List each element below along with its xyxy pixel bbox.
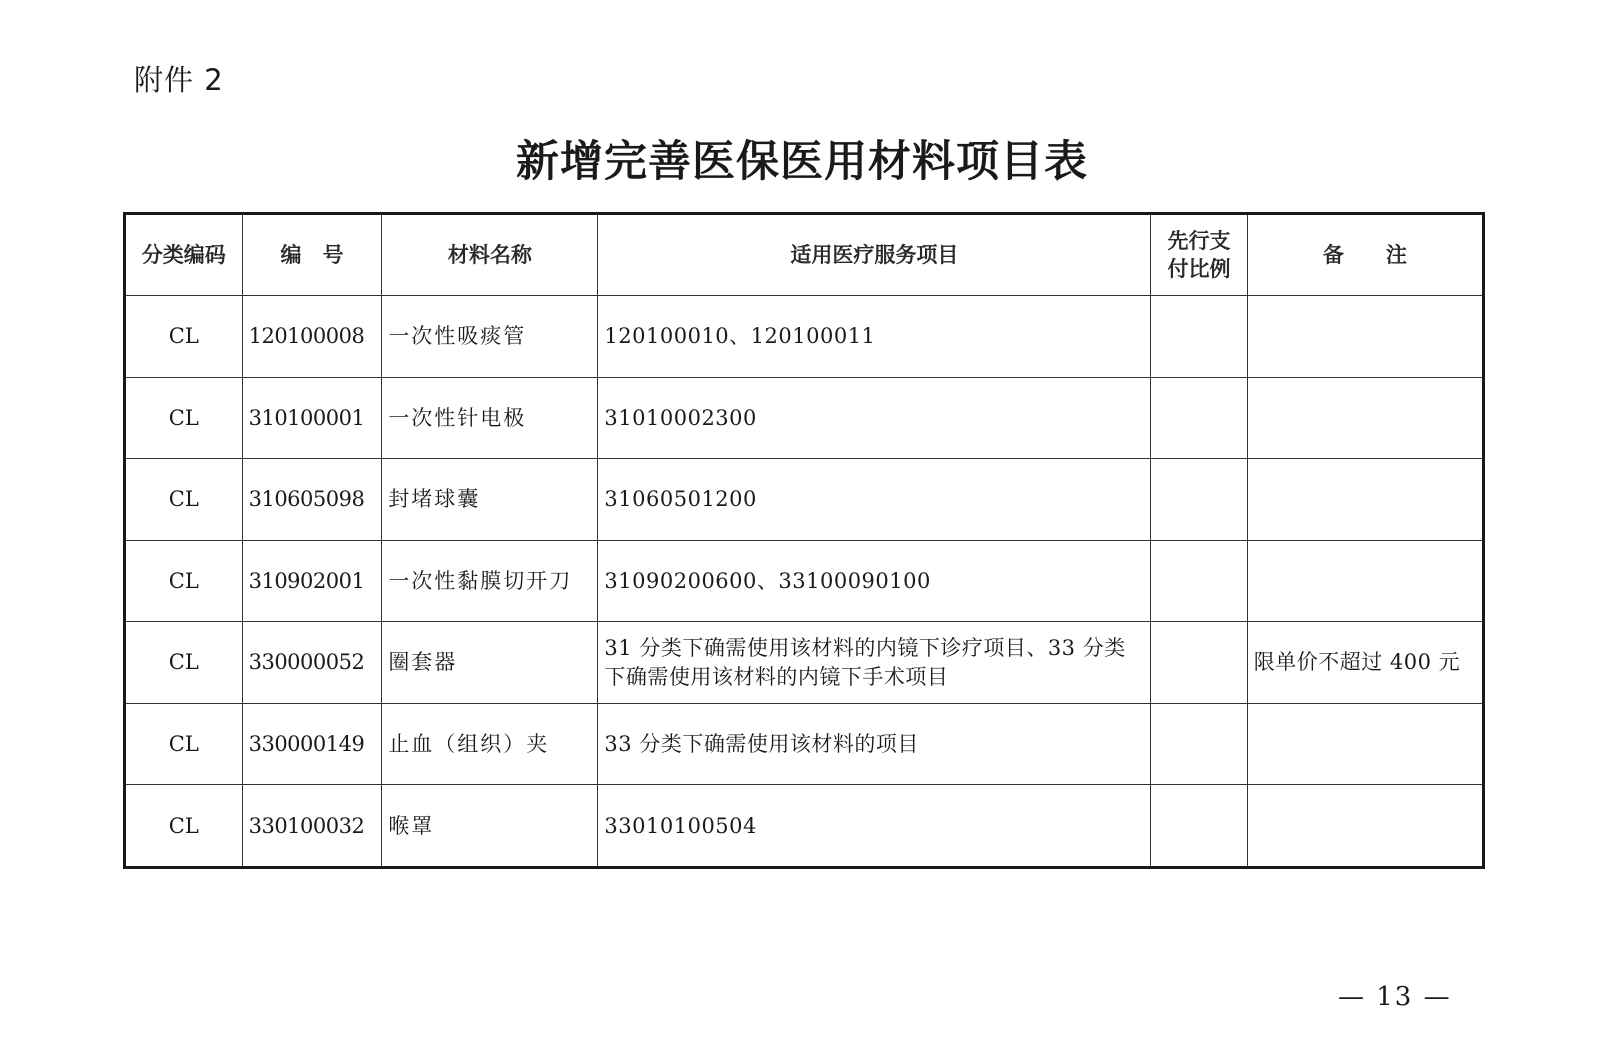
cell-service-items: 120100010、120100011 (598, 296, 1151, 378)
cell-service-items: 31 分类下确需使用该材料的内镜下诊疗项目、33 分类下确需使用该材料的内镜下手术项目 (598, 622, 1151, 704)
cell-number: 310605098 (242, 459, 382, 541)
table-row (125, 377, 1484, 459)
cell-category-code: CL (125, 703, 243, 785)
column-header-material-name: 材料名称 (382, 214, 598, 296)
cell-prepay-ratio (1151, 296, 1247, 378)
materials-table (123, 212, 1485, 869)
cell-remarks (1247, 459, 1483, 541)
cell-category-code: CL (125, 540, 243, 622)
cell-category-code: CL (125, 377, 243, 459)
cell-material-name: 一次性针电极 (382, 377, 598, 459)
cell-remarks: 限单价不超过 400 元 (1247, 622, 1483, 704)
cell-category-code: CL (125, 296, 243, 378)
cell-number: 330100032 (242, 785, 382, 868)
cell-service-items: 31090200600、33100090100 (598, 540, 1151, 622)
page-number: — 13 — (1338, 982, 1452, 1012)
attachment-label: 附件 2 (134, 63, 224, 97)
cell-service-items: 31060501200 (598, 459, 1151, 541)
cell-service-items: 33 分类下确需使用该材料的项目 (598, 703, 1151, 785)
cell-remarks (1247, 377, 1483, 459)
cell-prepay-ratio (1151, 703, 1247, 785)
cell-prepay-ratio (1151, 459, 1247, 541)
cell-remarks (1247, 785, 1483, 868)
table-row (125, 785, 1484, 868)
cell-category-code: CL (125, 785, 243, 868)
cell-remarks (1247, 540, 1483, 622)
column-header-number: 编 号 (242, 214, 382, 296)
cell-material-name: 一次性黏膜切开刀 (382, 540, 598, 622)
column-header-category-code: 分类编码 (125, 214, 243, 296)
table-row (125, 540, 1484, 622)
cell-category-code: CL (125, 459, 243, 541)
cell-prepay-ratio (1151, 377, 1247, 459)
column-header-prepay-ratio: 先行支付比例 (1151, 214, 1247, 296)
cell-prepay-ratio (1151, 622, 1247, 704)
cell-prepay-ratio (1151, 785, 1247, 868)
cell-material-name: 一次性吸痰管 (382, 296, 598, 378)
cell-prepay-ratio (1151, 540, 1247, 622)
table-row (125, 459, 1484, 541)
cell-number: 310100001 (242, 377, 382, 459)
column-header-service-items: 适用医疗服务项目 (598, 214, 1151, 296)
cell-remarks (1247, 703, 1483, 785)
cell-number: 120100008 (242, 296, 382, 378)
cell-material-name: 止血（组织）夹 (382, 703, 598, 785)
cell-service-items: 33010100504 (598, 785, 1151, 868)
cell-number: 310902001 (242, 540, 382, 622)
cell-material-name: 封堵球囊 (382, 459, 598, 541)
cell-number: 330000149 (242, 703, 382, 785)
table-row (125, 296, 1484, 378)
cell-service-items: 31010002300 (598, 377, 1151, 459)
cell-material-name: 喉罩 (382, 785, 598, 868)
table-header-row (125, 214, 1484, 296)
cell-number: 330000052 (242, 622, 382, 704)
column-header-remarks: 备 注 (1247, 214, 1483, 296)
document-title: 新增完善医保医用材料项目表 (516, 137, 1088, 187)
cell-material-name: 圈套器 (382, 622, 598, 704)
cell-remarks (1247, 296, 1483, 378)
table-row (125, 703, 1484, 785)
cell-category-code: CL (125, 622, 243, 704)
table-row (125, 622, 1484, 704)
